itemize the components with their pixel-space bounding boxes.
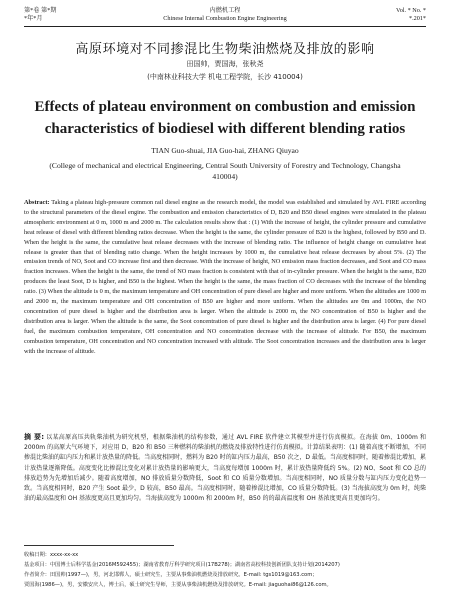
abstract-english <box>24 198 426 357</box>
abstract-chinese <box>24 432 426 504</box>
footnote-author-2: 贾国海(1986—)，男，安徽安庆人，博士后，硕士研究生导师，主要从事柴油机燃烧及排放研究。E-mail: jiaguohai86@126.com。 <box>24 582 332 588</box>
header-date-cn: *年*月 <box>24 15 43 22</box>
header-date-en: *.201* <box>408 15 426 22</box>
title-english: Effects of plateau environment on combustion and emission characteristics of biodiesel with different blending ratios <box>34 99 416 137</box>
footnote-rule <box>24 545 174 546</box>
abstract-english-label: Abstract: <box>24 199 50 206</box>
header-journal-en: Chinese Internal Combustion Engine Engineering <box>163 15 287 22</box>
footnotes <box>24 550 426 590</box>
title-chinese: 高原环境对不同掺混比生物柴油燃烧及排放的影响 <box>75 42 375 57</box>
footnote-author-1: 作者简介：田国帅(1997—)，男，河北邯郸人，硕士研究生，主要从事柴油机燃烧及排放研究。E-mail: tgs1019@163.com； <box>24 572 318 578</box>
authors-english: TIAN Guo-shuai, JIA Guo-hai, ZHANG Qiuyao <box>151 146 299 155</box>
abstract-chinese-label: 摘 要: <box>24 433 45 441</box>
abstract-chinese-text: 以某高原高压共轨柴油机为研究机型，根据柴油机的结构参数，通过 AVL FIRE 软件建立其模型并进行仿真模拟。在海拔 0m、1000m 和 2000m 的高原大气环境下，对应用 D、B20 和 B50 三种燃料的柴油机的燃烧及排放特性进行仿真模拟。计算结果表明：(1) 随着高度不断增加，不同掺混比柴油的缸内压力和累计放热量的降低。当高度相同时，燃料为 B20 时的缸内压力最高，B50 次之，D 最低。当高度相同时，随着掺混比增加，累计放热量逐渐降低。高度变化比掺混比变化对累计放热量的影响更大，当高度每增加 1000m 时，累计放热量降低约 5%。(2) NO、Soot 和 CO 总的排放趋势为先增加后减少。随着高度增加，NO 排放质量分数降低，Soot 和 CO 质量分数增加。当高度相同时，NO 质量分数与缸内压力变化趋势一致。当高度相同时，B20 产生 Soot 最少，D 较高，B50 最高。当高度相同时，随着掺混比增加，CO 质量分数降低。(3) 当海拔高度为 0m 时，纯柴油的最高温度和 OH 基浓度更高且更加均匀。当海拔高度为 1000m 和 2000m 时，B50 的的最高温度和 OH 基浓度更高且更加均匀。 <box>24 434 426 503</box>
running-header <box>24 7 426 31</box>
header-volume-cn: 第*卷 第*期 <box>24 7 57 14</box>
header-rule <box>24 26 426 27</box>
abstract-english-text: Taking a plateau high-pressure common rail diesel engine as the research model, the model was established and simulated by AVL FIRE according to the structural parameters of the diesel engine. The combustion and emission characteristics of D, B20 and B50 diesel engines were simulated in the plateau atmospheric environment at 0 m, 1000 m and 2000 m. The calculation results show that : (1) With the increase of height, the cylinder pressure and cumulative heat release of diesel with different blending ratios decrease. When the height is the same, the cylinder pressure of B20 is the highest, followed by B50 and D. When the height is the same, the cumulative heat release decreases with the increase of blending ratio. The influence of height change on cumulative heat release is greater than that of blending ratio change. When the height increases by 1000 m, the cumulative heat release decreases by about 5%. (2) The emission trends of NO, Soot and CO increase first and then decrease. With the increase of height, NO emission mass fraction decreases, and Soot and CO mass fraction increases. When the height is the same, the trend of NO mass fraction is consistent with that of in-cylinder pressure. When the height is the same, B20 produces the least Soot, D is higher, and B50 is the highest. When the height is the same, the mass fraction of CO decreases with the increase of the blending ratio. (3) When the altitude is 0 m, the maximum temperature and OH concentration of pure diesel are higher and more uniform. When the altitudes are 1000 m and 2000 m, the maximum temperature and OH concentration of B50 are higher and more uniform. When the altitudes are 0m and 1000m, the NO concentration of pure diesel is higher and the distribution area is larger. When the altitude is 2000 m, the NO concentration of B50 is higher and the distribution area is larger. When the altitude is the same, the Soot concentration of pure diesel is higher and the distribution area is larger. (4) For pure diesel fuel, the maximum combustion temperature, OH concentration and NO concentration decrease with the increase of altitude. For B50, the maximum combustion temperature, OH concentration and NO concentration increased with altitude. The Soot concentration increases and the distribution area is larger with the increase of altitude. <box>24 199 427 355</box>
affiliation-english: (College of mechanical and electrical Engineering, Central South University of Forestry and Technology, Changsha 410004) <box>49 161 401 181</box>
footnote-received-date: 收稿日期：xxxx-xx-xx <box>24 552 79 558</box>
authors-chinese: 田国帅，贾国海，张秋尧 <box>186 60 264 68</box>
footnote-funding: 基金项目：中国博士后科学基金(2016M592455)；湖南省教育厅科学研究项目(17B278)；湖南省高校科技创新团队支持计划(2014207) <box>24 562 340 568</box>
affiliation-chinese: (中南林业科技大学 机电工程学院，长沙 410004) <box>147 73 303 81</box>
header-journal-cn: 内燃机工程 <box>209 7 241 14</box>
header-volume-en: Vol. * No. * <box>396 7 426 14</box>
